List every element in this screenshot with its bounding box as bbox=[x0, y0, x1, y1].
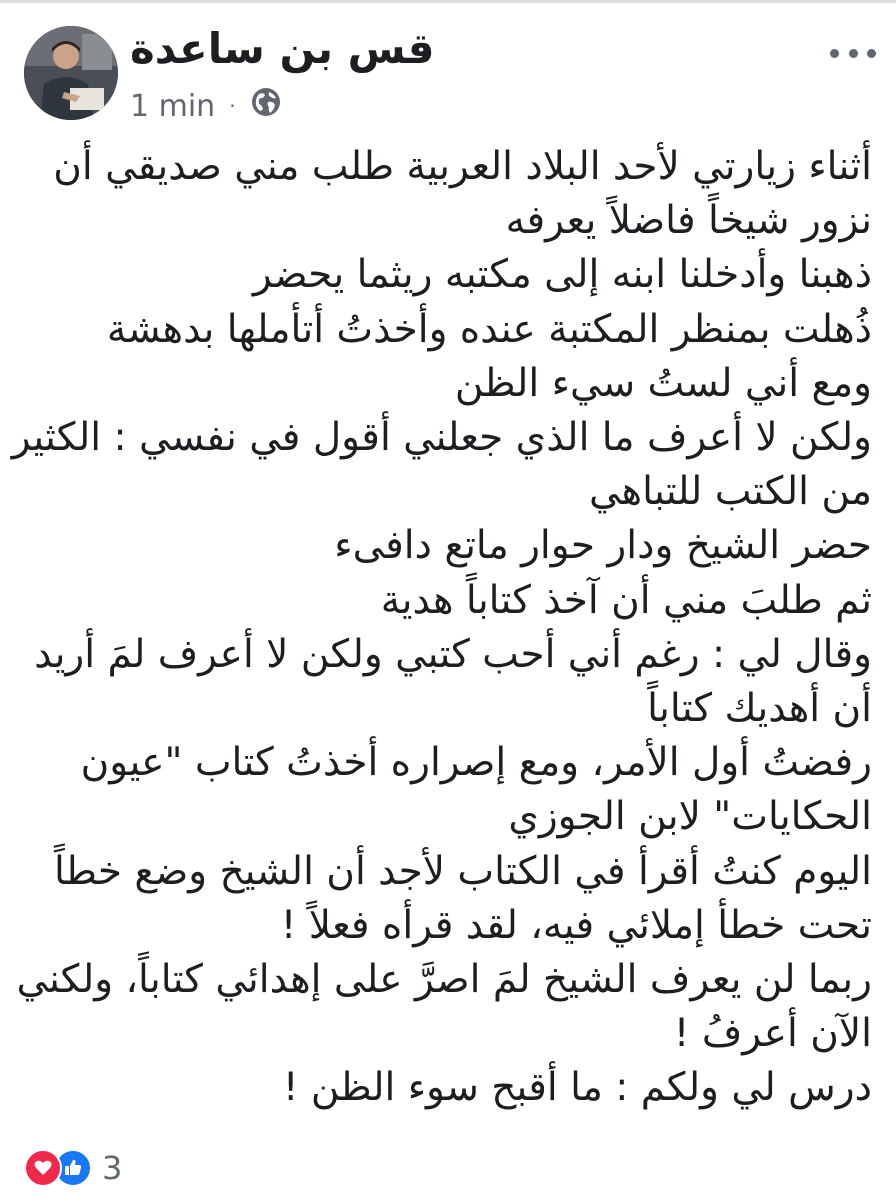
reaction-count[interactable]: 3 bbox=[102, 1149, 123, 1187]
post-line: ولكن لا أعرف ما الذي جعلني أقول في نفسي : الكثير bbox=[11, 415, 872, 461]
post-line: وقال لي : رغم أني أحب كتبي ولكن لا أعرف لمَ أريد bbox=[34, 631, 872, 677]
post-line: أثناء زيارتي لأحد البلاد العربية طلب مني صديقي أن bbox=[53, 144, 872, 189]
author-name[interactable]: قس بن ساعدة bbox=[130, 24, 435, 73]
post-line: أن أهديك كتاباً bbox=[647, 686, 872, 732]
post-line: رفضتُ أول الأمر، ومع إصراره أخذتُ كتاب "عيون bbox=[80, 740, 872, 786]
post-line: ربما لن يعرف الشيخ لمَ اصرَّ على إهدائي كتاباً، ولكني bbox=[16, 957, 872, 1003]
top-divider bbox=[0, 0, 896, 3]
post-line: ثم طلبَ مني أن آخذ كتاباً هدية bbox=[380, 577, 872, 623]
post-line: ذهبنا وأدخلنا ابنه إلى مكتبه ريثما يحضر bbox=[252, 252, 872, 298]
reactions-bar[interactable] bbox=[24, 1148, 122, 1188]
post-line: الآن أعرفُ ! bbox=[673, 1011, 872, 1057]
post-line: اليوم كنتُ أقرأ في الكتاب لأجد أن الشيخ وضع خطاً bbox=[53, 848, 872, 894]
post-text bbox=[11, 140, 872, 1116]
post-line: درس لي ولكم : ما أقبح سوء الظن ! bbox=[282, 1065, 872, 1111]
post-meta bbox=[130, 84, 282, 128]
post-line: ذُهلت بمنظر المكتبة عنده وأخذتُ أتأملها بدهشة bbox=[106, 306, 872, 352]
post-line: حضر الشيخ ودار حوار ماتع دافىء bbox=[334, 523, 872, 569]
avatar-photo bbox=[24, 26, 118, 120]
more-dots-icon[interactable] bbox=[830, 38, 876, 68]
avatar[interactable] bbox=[24, 26, 118, 120]
post-time[interactable]: 1 min bbox=[130, 88, 216, 124]
post-line: الحكايات" لابن الجوزي bbox=[508, 794, 872, 840]
dot bbox=[867, 49, 876, 58]
post-line: نزور شيخاً فاضلاً يعرفه bbox=[505, 198, 872, 244]
post-line: من الكتب للتباهي bbox=[589, 469, 872, 515]
post-line: ومع أني لستُ سيء الظن bbox=[454, 360, 872, 406]
dot bbox=[849, 49, 858, 58]
dot bbox=[830, 49, 839, 58]
post-line: تحت خطأ إملائي فيه، لقد قرأه فعلاً ! bbox=[280, 902, 872, 948]
globe-icon bbox=[250, 86, 282, 126]
meta-separator: · bbox=[229, 94, 236, 118]
love-reaction-icon[interactable] bbox=[24, 1149, 62, 1187]
